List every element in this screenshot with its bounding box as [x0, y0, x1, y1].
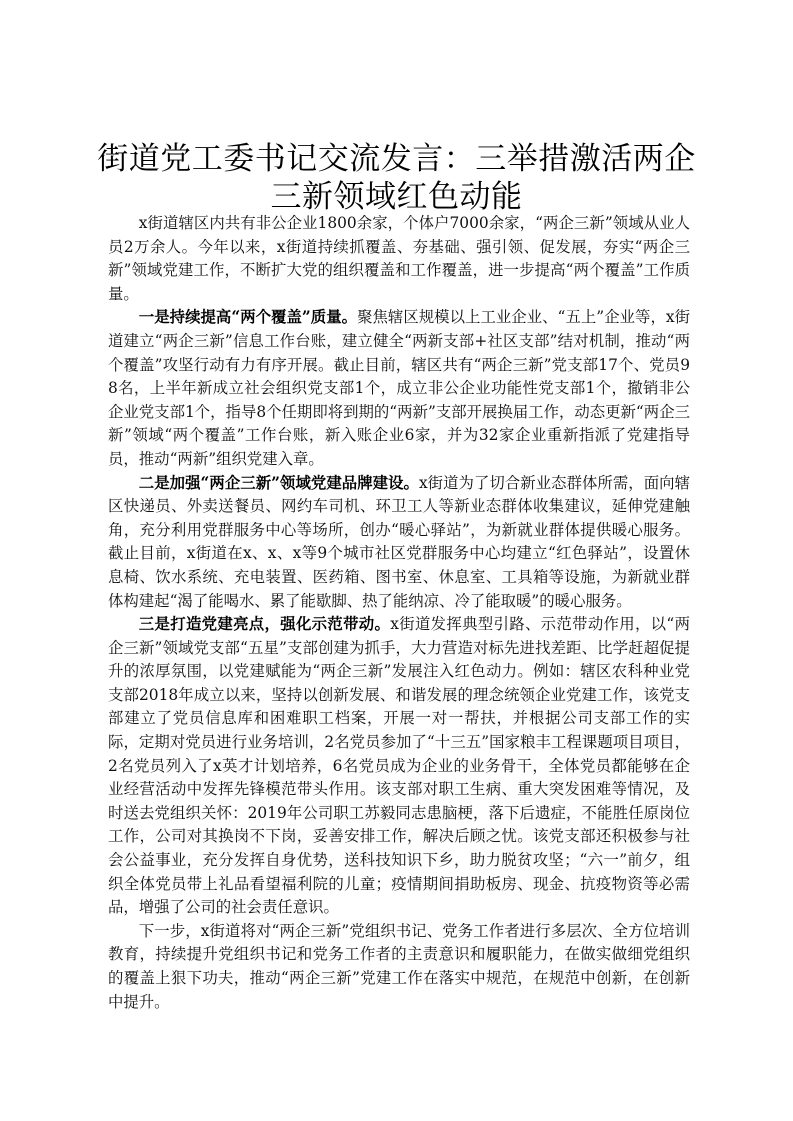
- paragraph-text: 聚焦辖区规模以上工业企业、“五上”企业等，x街道建立“两企三新”信息工作台账，建立健全“两新支部+社区支部”结对机制，推动“两个覆盖”攻坚行动有力有序开展。截止目前，辖区共有“两企三新”党支部17个、党员98名，上半年新成立社会组织党支部1个，成立非公企业功能性党支部1个，撤销非公企业党支部1个，指导8个任期即将到期的“两新”支部开展换届工作，动态更新“两企三新”领域“两个覆盖”工作台账，新入账企业6家，并为32家企业重新指派了党建指导员，推动“两新”组织党建入章。: [108, 308, 690, 468]
- paragraph-text: x街道发挥典型引路、示范带动作用，以“两企三新”领域党支部“五星”支部创建为抓手，大力营造对标先进找差距、比学赶超促提升的浓厚氛围，以党建赋能为“两企三新”发展注入红色动力。例如：辖区农科种业党支部2018年成立以来，坚持以创新发展、和谐发展的理念统领企业党建工作，该党支部建立了党员信息库和困难职工档案，开展一对一帮扶，并根据公司支部工作的实际，定期对党员进行业务培训，2名党员参加了“十三五”国家粮丰工程课题项目项目，2名党员列入了x英才计划培养，6名党员成为企业的业务骨干，全体党员都能够在企业经营活动中发挥先锋模范带头作用。该支部对职工生病、重大突发困难等情况，及时送去党组织关怀：2019年公司职工苏毅同志患脑梗，落下后遗症，不能胜任原岗位工作，公司对其换岗不下岗，妥善安排工作，解决后顾之忧。该党支部还积极参与社会公益事业，充分发挥自身优势，送科技知识下乡，助力脱贫攻坚；“六一”前夕，组织全体党员带上礼品看望福利院的儿童；疫情期间捐助板房、现金、抗疫物资等必需品，增强了公司的社会责任意识。: [108, 615, 690, 917]
- document-body: [108, 212, 690, 1014]
- document-title: 街道党工委书记交流发言：三举措激活两企三新领域红色动能: [97, 141, 696, 215]
- paragraph-lead: 三是打造党建亮点，强化示范带动。: [138, 615, 391, 634]
- paragraph-text: x街道辖区内共有非公企业1800余家，个体户7000余家，“两企三新”领域从业人员2万余人。今年以来，x街道持续抓覆盖、夯基础、强引领、促发展，夯实“两企三新”领域党建工作，不断扩大党的组织覆盖和工作覆盖，进一步提高“两个覆盖”工作质量。: [108, 214, 690, 303]
- paragraph-lead: 二是加强“两企三新”领域党建品牌建设。: [138, 473, 419, 492]
- measure-three-paragraph: [108, 613, 690, 920]
- measure-one-paragraph: [108, 306, 690, 471]
- paragraph-text: 下一步，x街道将对“两企三新”党组织书记、党务工作者进行多层次、全方位培训教育，持续提升党组织书记和党务工作者的主责意识和履职能力，在做实做细党组织的覆盖上狠下功夫，推动“两企三新”党建工作在落实中规范，在规范中创新，在创新中提升。: [108, 921, 690, 1011]
- paragraph-text: x街道为了切合新业态群体所需，面向辖区快递员、外卖送餐员、网约车司机、环卫工人等新业态群体收集建议，延伸党建触角，充分利用党群服务中心等场所，创办“暖心驿站”，为新就业群体提供暖心服务。截止目前，x街道在x、x、x等9个城市社区党群服务中心均建立“红色驿站”，设置休息椅、饮水系统、充电装置、医药箱、图书室、休息室、工具箱等设施，为新就业群体构建起“渴了能喝水、累了能歇脚、热了能纳凉、冷了能取暖”的暖心服务。: [108, 473, 690, 610]
- measure-two-paragraph: [108, 472, 690, 614]
- intro-paragraph: [108, 212, 690, 306]
- next-steps-paragraph: [108, 920, 690, 1014]
- paragraph-lead: 一是持续提高“两个覆盖”质量。: [138, 308, 358, 327]
